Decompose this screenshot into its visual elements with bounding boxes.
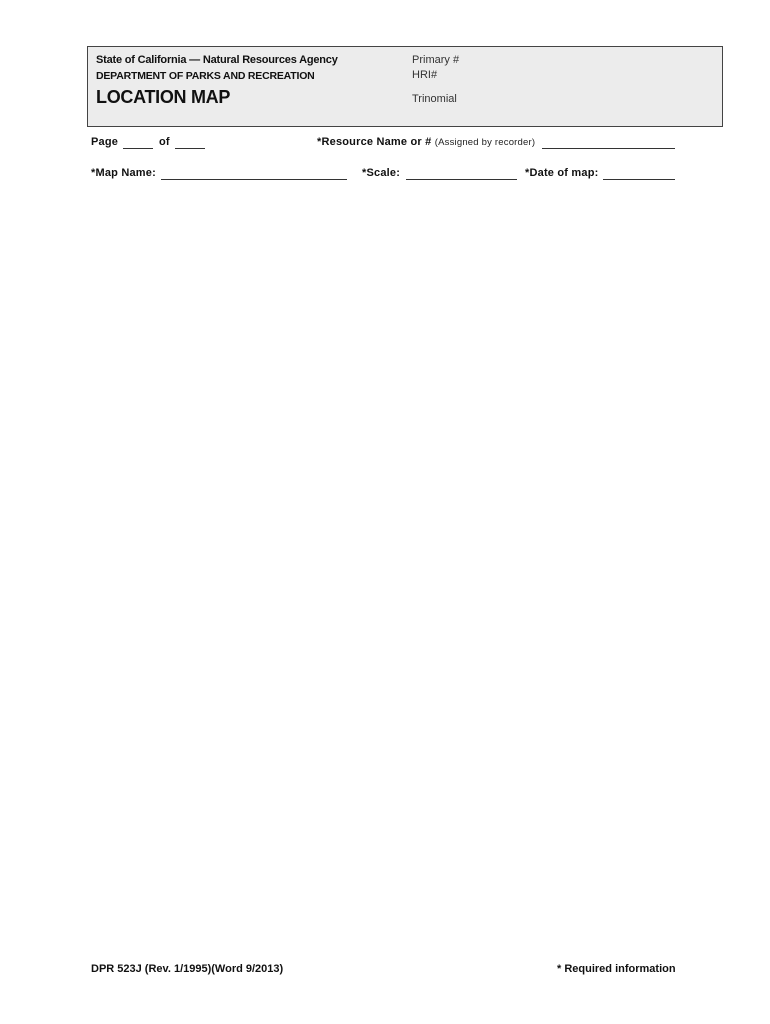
map-drawing-area[interactable] [87,195,723,945]
hri-number-label: HRI# [412,69,438,81]
department-name: DEPARTMENT OF PARKS AND RECREATION [96,70,315,82]
primary-number-label: Primary # [412,54,460,66]
date-of-map-label: *Date of map: [525,167,599,179]
resource-name-note: (Assigned by recorder) [434,137,536,148]
page-label: Page [91,136,119,148]
resource-name-label [317,136,535,148]
scale-field[interactable] [406,179,517,180]
page-number-field[interactable] [123,148,153,149]
form-identifier: DPR 523J (Rev. 1/1995)(Word 9/2013) [91,963,284,975]
form-title: LOCATION MAP [96,87,231,107]
date-of-map-field[interactable] [603,179,675,180]
form-header [87,46,723,127]
scale-label: *Scale: [362,167,401,179]
map-name-label: *Map Name: [91,167,156,179]
required-info-note: * Required information [557,963,676,975]
trinomial-label: Trinomial [412,93,457,105]
of-label: of [159,136,170,148]
resource-name-label-text: *Resource Name or # [317,136,432,148]
resource-name-field[interactable] [542,148,675,149]
agency-name: State of California — Natural Resources Agency [96,54,338,66]
map-name-field[interactable] [161,179,347,180]
page-total-field[interactable] [175,148,205,149]
